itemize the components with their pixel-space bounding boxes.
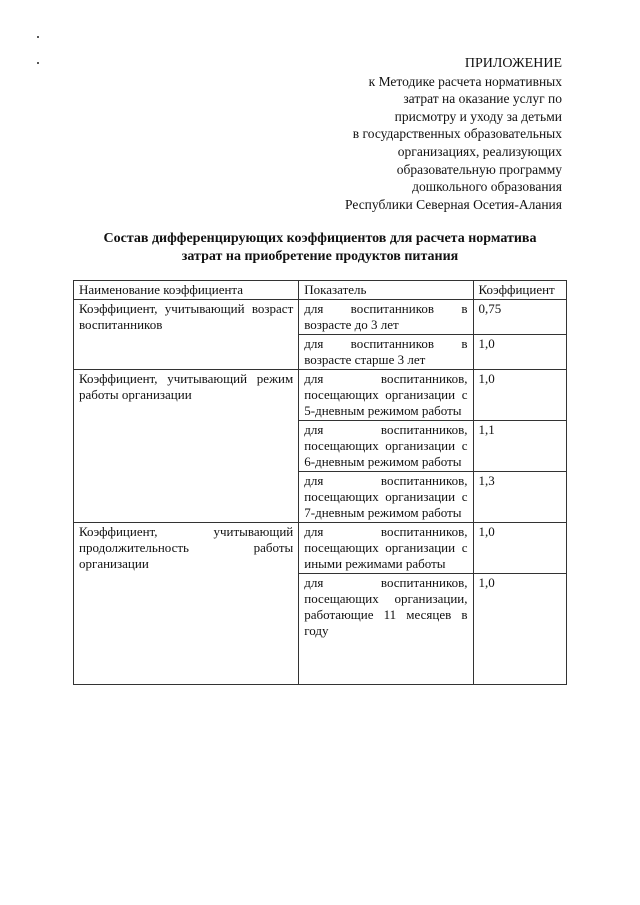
indicator-cell: для воспитанников в возрасте старше 3 лет — [299, 335, 473, 370]
title-line: затрат на приобретение продуктов питания — [181, 249, 459, 264]
table-row — [74, 523, 567, 574]
coefficient-value-cell: 1,1 — [473, 421, 567, 472]
coefficients-table — [73, 280, 567, 685]
title-line: Состав дифференцирующих коэффициентов для расчета норматива — [103, 231, 537, 246]
appendix-line: организациях, реализующих — [397, 143, 562, 159]
appendix-block — [272, 55, 562, 213]
appendix-line: в государственных образовательных — [352, 126, 562, 142]
coefficient-value-cell: 1,0 — [473, 523, 567, 574]
appendix-line: Республики Северная Осетия-Алания — [345, 196, 562, 212]
scan-mark — [37, 36, 39, 38]
table-row — [74, 300, 567, 335]
appendix-line: присмотру и уходу за детьми — [394, 108, 562, 124]
coefficient-value-cell: 1,0 — [473, 335, 567, 370]
indicator-cell: для воспитанников в возрасте до 3 лет — [299, 300, 473, 335]
table-header-row — [74, 281, 567, 300]
scan-mark — [37, 62, 39, 64]
coefficient-value-cell: 1,0 — [473, 574, 567, 685]
appendix-heading: ПРИЛОЖЕНИЕ — [464, 56, 562, 71]
coefficient-value-cell: 0,75 — [473, 300, 567, 335]
indicator-cell: для воспитанников, посещающих организации с 6-дневным режимом работы — [299, 421, 473, 472]
coefficient-name-cell: Коэффициент, учитывающий продолжительность работы организации — [74, 523, 299, 685]
coefficient-name-cell: Коэффициент, учитывающий режим работы организации — [74, 370, 299, 523]
coefficient-value-cell: 1,0 — [473, 370, 567, 421]
coefficient-value-cell: 1,3 — [473, 472, 567, 523]
indicator-cell: для воспитанников, посещающих организации, работающие 11 месяцев в году — [299, 574, 473, 685]
indicator-cell: для воспитанников, посещающих организации с 5-дневным режимом работы — [299, 370, 473, 421]
appendix-line: затрат на оказание услуг по — [403, 91, 562, 107]
coefficient-name-cell: Коэффициент, учитывающий возраст воспитанников — [74, 300, 299, 370]
column-header-coefficient: Коэффициент — [473, 281, 567, 300]
appendix-line: к Методике расчета нормативных — [368, 73, 562, 89]
appendix-line: образовательную программу — [396, 161, 562, 177]
column-header-indicator: Показатель — [299, 281, 473, 300]
appendix-line: дошкольного образования — [412, 179, 562, 195]
table-row — [74, 370, 567, 421]
column-header-name: Наименование коэффициента — [74, 281, 299, 300]
document-title — [75, 230, 565, 266]
indicator-cell: для воспитанников, посещающих организации с иными режимами работы — [299, 523, 473, 574]
indicator-cell: для воспитанников, посещающих организации с 7-дневным режимом работы — [299, 472, 473, 523]
